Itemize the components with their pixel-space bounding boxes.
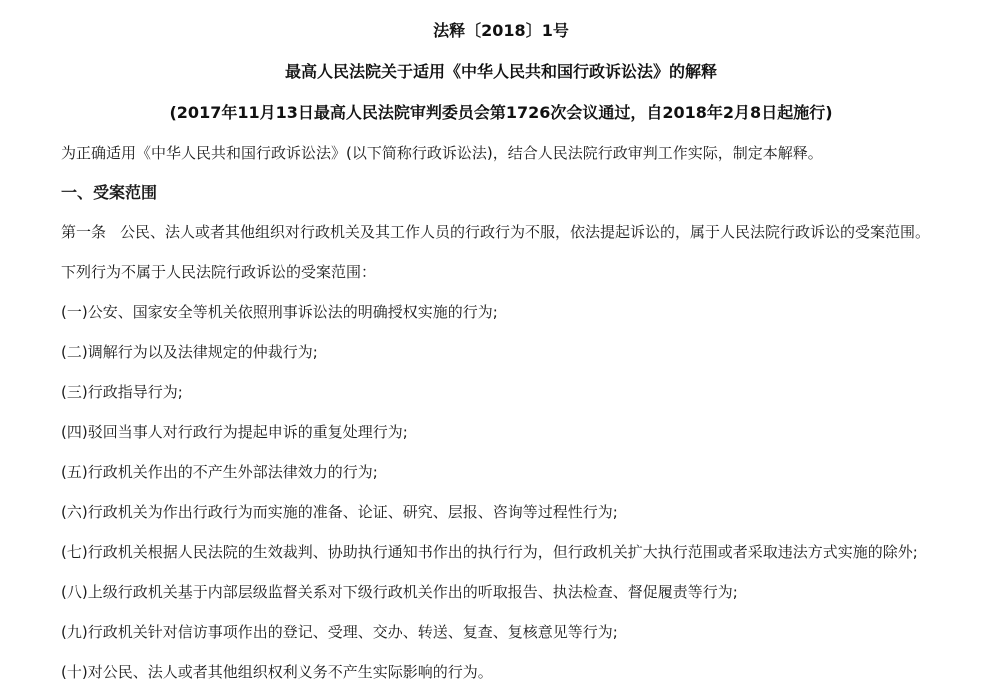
list-item-6: (六)行政机关为作出行政行为而实施的准备、论证、研究、层报、咨询等过程性行为; [61,503,618,521]
list-item-8: (八)上级行政机关基于内部层级监督关系对下级行政机关作出的听取报告、执法检查、督促履责等行为; [61,583,738,601]
list-item-4: (四)驳回当事人对行政行为提起申诉的重复处理行为; [61,423,408,441]
article-1-paragraph [61,222,930,242]
list-item-5: (五)行政机关作出的不产生外部法律效力的行为; [61,463,378,481]
adoption-note: (2017年11月13日最高人民法院审判委员会第1726次会议通过，自2018年2月8日起施行) [169,103,833,122]
exclusion-intro: 下列行为不属于人民法院行政诉讼的受案范围： [61,263,377,281]
section-heading: 一、受案范围 [61,183,158,202]
document-title: 最高人民法院关于适用《中华人民共和国行政诉讼法》的解释 [284,62,717,81]
list-item-1: (一)公安、国家安全等机关依照刑事诉讼法的明确授权实施的行为; [61,303,498,321]
list-item-9: (九)行政机关针对信访事项作出的登记、受理、交办、转送、复查、复核意见等行为; [61,623,618,641]
article-1-text: 公民、法人或者其他组织对行政机关及其工作人员的行政行为不服，依法提起诉讼的，属于人民法院行政诉讼的受案范围。 [120,223,931,241]
list-item-10: (十)对公民、法人或者其他组织权利义务不产生实际影响的行为。 [61,663,493,681]
list-item-3: (三)行政指导行为; [61,383,183,401]
article-1-label: 第一条 [61,223,107,241]
document-number: 法释〔2018〕1号 [433,21,569,40]
list-item-7: (七)行政机关根据人民法院的生效裁判、协助执行通知书作出的执行行为，但行政机关扩大执行范围或者采取违法方式实施的除外; [61,543,918,561]
list-item-2: (二)调解行为以及法律规定的仲裁行为; [61,343,318,361]
preamble-paragraph: 为正确适用《中华人民共和国行政诉讼法》(以下简称行政诉讼法)，结合人民法院行政审判工作实际，制定本解释。 [61,144,823,162]
